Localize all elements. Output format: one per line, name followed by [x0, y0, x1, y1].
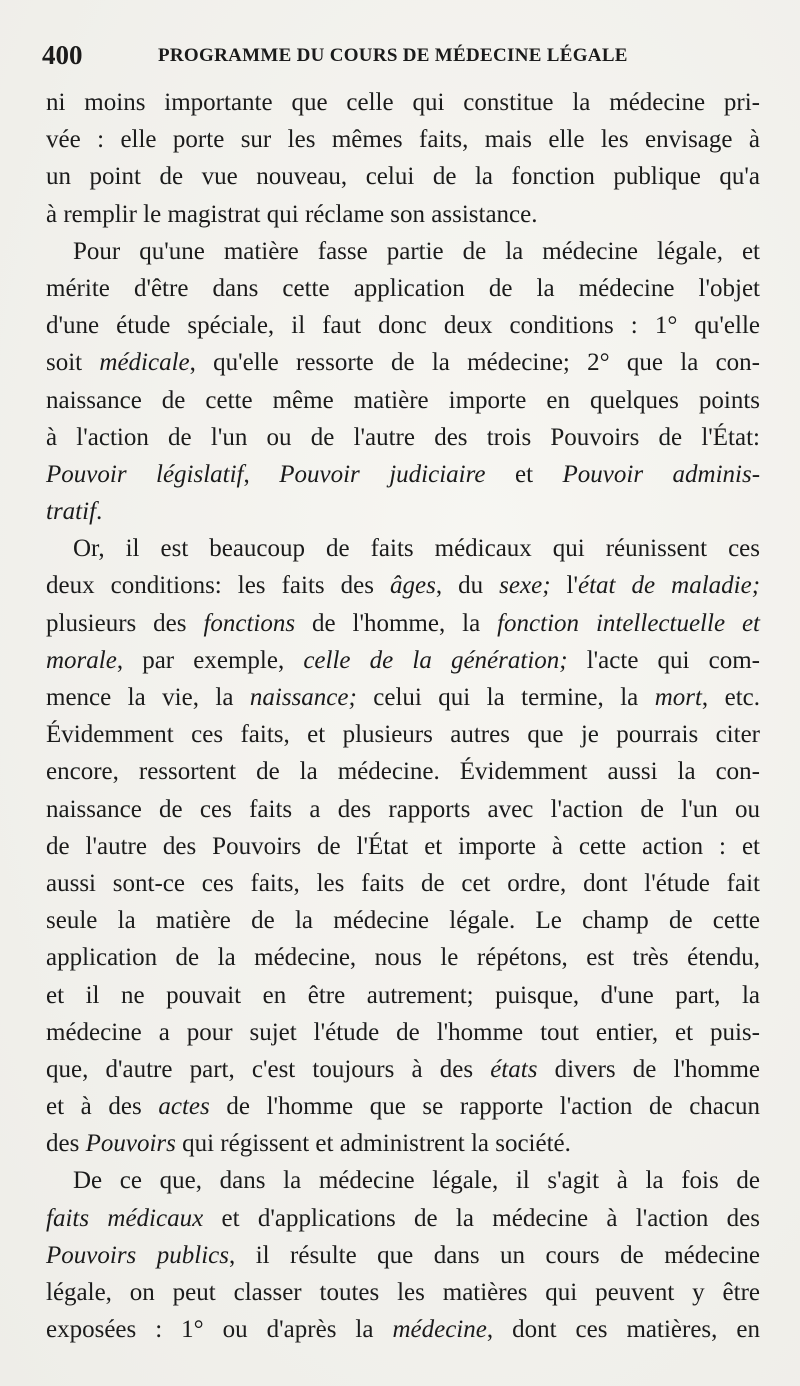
italic-text: faits médicaux	[46, 1204, 204, 1232]
italic-text: naissance;	[249, 684, 357, 711]
text-line	[46, 1088, 760, 1125]
italic-text: Pouvoirs	[85, 1130, 176, 1158]
text-run: légale, on peut classer toutes les matières qui peuvent y être	[46, 1279, 760, 1306]
text-line	[46, 382, 760, 419]
italic-text: médecine	[392, 1316, 487, 1344]
italic-text: âges	[390, 572, 436, 600]
text-line	[46, 493, 760, 530]
italic-text: sexe;	[499, 572, 551, 600]
text-run: un point de vue nouveau, celui de la fonction publique qu'a	[46, 163, 760, 191]
text-run: De ce que, dans la médecine légale, il s'agit à la fois de	[73, 1167, 760, 1195]
italic-text: état de maladie;	[578, 572, 761, 600]
text-run: Pour qu'une matière fasse partie de la médecine légale, et	[73, 237, 760, 265]
text-line	[46, 865, 760, 902]
text-line	[46, 1311, 760, 1348]
text-run: soit	[46, 349, 100, 377]
text-line	[46, 977, 760, 1014]
text-run: de l'homme que se rapporte l'action de chacun	[209, 1093, 760, 1121]
text-run: .	[96, 498, 103, 526]
text-line	[46, 828, 760, 865]
text-run: de l'homme, la	[295, 609, 498, 637]
italic-text: mort	[654, 684, 702, 711]
italic-text: médicale	[99, 349, 190, 377]
text-line	[46, 1237, 760, 1274]
text-run: d'une étude spéciale, il faut donc deux conditions : 1° qu'elle	[46, 312, 760, 340]
text-line	[46, 1274, 760, 1311]
page-number: 400	[42, 40, 83, 70]
text-run: naissance de cette même matière importe en quelques points	[46, 386, 760, 414]
text-run: Or, il est beaucoup de faits médicaux qui réunissent ces	[73, 535, 760, 563]
text-line	[46, 753, 760, 790]
italic-text: Pouvoirs publics	[46, 1241, 229, 1269]
text-run: à remplir le magistrat qui réclame son assistance.	[46, 200, 538, 228]
text-run: qui régissent et administrent la société.	[175, 1130, 571, 1158]
text-run: vée : elle porte sur les mêmes faits, mais elle les envisage à	[46, 126, 760, 154]
text-run: encore, ressortent de la médecine. Évidemment aussi la con-	[46, 758, 760, 786]
italic-text: fonction intellectuelle et	[497, 609, 760, 637]
text-run: l'acte qui com-	[567, 646, 760, 674]
text-run: seule la matière de la médecine légale. Le champ de cette	[46, 907, 760, 935]
text-line	[46, 939, 760, 976]
text-run: Évidemment ces faits, et plusieurs autres que je pourrais citer	[46, 721, 760, 749]
text-run: de l'autre des Pouvoirs de l'État et importe à cette action : et	[46, 832, 760, 860]
text-run: application de la médecine, nous le répétons, est très étendu,	[46, 944, 760, 972]
text-run: , dont ces matières, en	[486, 1316, 760, 1344]
italic-text: états	[490, 1055, 538, 1083]
text-run: et	[485, 460, 563, 488]
text-line	[46, 84, 760, 121]
text-run: ni moins importante que celle qui constitue la médecine pri-	[46, 89, 760, 116]
text-run: des	[46, 1130, 86, 1158]
text-run: , du	[435, 572, 500, 600]
text-line	[46, 605, 760, 642]
text-run: et à des	[46, 1093, 159, 1121]
text-run: naissance de ces faits a des rapports avec l'action de l'un ou	[46, 795, 760, 823]
text-run: et d'applications de la médecine à l'action des	[203, 1204, 761, 1232]
text-run: mérite d'être dans cette application de la médecine l'objet	[46, 274, 760, 302]
text-run: , qu'elle ressorte de la médecine; 2° que la con-	[189, 349, 760, 377]
text-run: , etc.	[701, 684, 761, 711]
text-line	[46, 158, 760, 195]
text-line	[46, 233, 760, 270]
text-line	[46, 716, 760, 753]
text-line	[46, 679, 760, 716]
text-line	[46, 196, 760, 233]
italic-text: actes	[158, 1093, 210, 1121]
italic-text: fonctions	[203, 609, 296, 637]
text-line	[46, 456, 760, 493]
text-run: que, d'autre part, c'est toujours à des	[46, 1055, 491, 1083]
italic-text: Pouvoir législatif	[46, 460, 244, 488]
text-run: divers de l'homme	[537, 1055, 760, 1083]
text-run: ,	[243, 460, 280, 488]
text-run: deux conditions: les faits des	[46, 572, 391, 600]
text-line	[46, 1125, 760, 1162]
text-run: mence la vie, la	[46, 684, 250, 711]
text-run: , il résulte que dans un cours de médecine	[228, 1241, 760, 1269]
text-run: , par exemple,	[116, 646, 304, 674]
text-run: exposées : 1° ou d'après la	[46, 1316, 393, 1344]
text-run: celui qui la termine, la	[356, 684, 655, 711]
text-line	[46, 1014, 760, 1051]
body-text	[46, 84, 760, 1348]
text-line	[46, 344, 760, 381]
page-header	[40, 40, 760, 74]
italic-text: tratif	[46, 498, 97, 526]
text-line	[46, 121, 760, 158]
italic-text: Pouvoir adminis-	[562, 460, 761, 488]
italic-text: morale	[46, 646, 117, 674]
text-line	[46, 902, 760, 939]
text-line	[46, 791, 760, 828]
text-line	[46, 530, 760, 567]
text-line	[46, 1200, 760, 1237]
text-run: plusieurs des	[46, 609, 204, 637]
italic-text: celle de la génération;	[303, 646, 568, 674]
text-line	[46, 567, 760, 604]
text-line	[46, 1162, 760, 1199]
running-head: PROGRAMME DU COURS DE MÉDECINE LÉGALE	[158, 45, 628, 66]
text-line	[46, 642, 760, 679]
text-line	[46, 1051, 760, 1088]
italic-text: Pouvoir judiciaire	[279, 460, 486, 488]
text-line	[46, 419, 760, 456]
text-run: à l'action de l'un ou de l'autre des trois Pouvoirs de l'État:	[46, 423, 760, 451]
text-line	[46, 307, 760, 344]
text-run: et il ne pouvait en être autrement; puisque, d'une part, la	[46, 981, 760, 1009]
text-run: médecine a pour sujet l'étude de l'homme tout entier, et puis-	[46, 1018, 760, 1046]
text-run: l'	[550, 572, 578, 600]
text-line	[46, 270, 760, 307]
text-run: aussi sont-ce ces faits, les faits de cet ordre, dont l'étude fait	[46, 869, 760, 897]
